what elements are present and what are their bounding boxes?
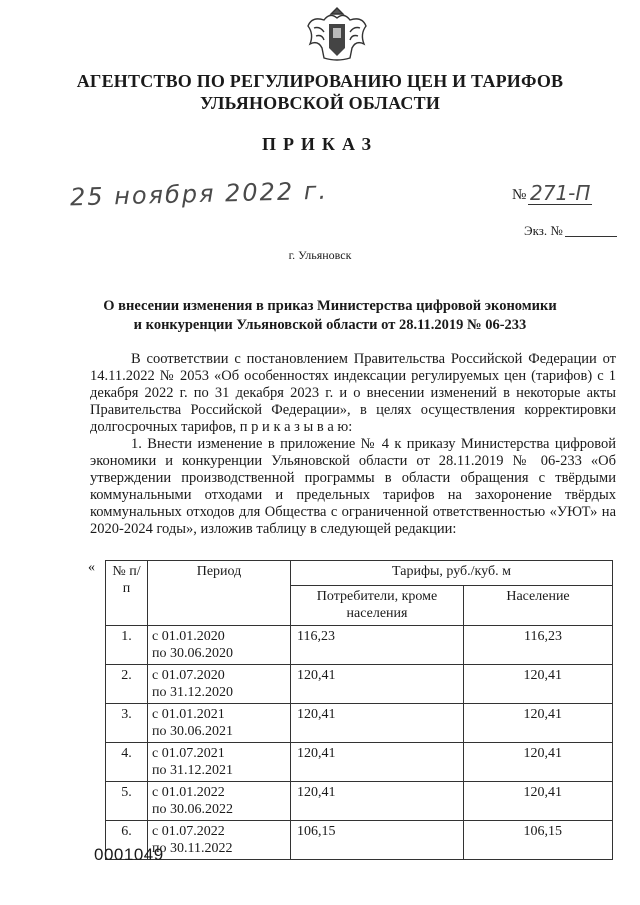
order-body (90, 351, 616, 538)
tariff-table (105, 560, 613, 860)
period-from: с 01.07.2020 (152, 668, 225, 683)
subject-line-1: О внесении изменения в приказ Министерства цифровой экономики (103, 298, 557, 314)
table-row (106, 626, 613, 665)
consumers-tariff: 116,23 (291, 626, 464, 665)
coat-of-arms-icon (302, 4, 372, 66)
population-tariff: 120,41 (464, 782, 613, 821)
row-period (148, 704, 291, 743)
body-paragraph-1: В соответствии с постановлением Правительства Российской Федерации от 14.11.2022 № 2053 «Об особенностях индексации регулируемых цен (тарифов) с 1 декабря 2022 г. по 31 декабря 2023 г. и о внесении изменений в некоторые акты Правительства Российской Федерации», в целях осуществления корректировки долгосрочных тарифов, п р и к а з ы в а ю: (90, 351, 616, 435)
row-period (148, 821, 291, 860)
row-period (148, 626, 291, 665)
table-body (106, 626, 613, 860)
row-number: 4. (106, 743, 148, 782)
table-row (106, 743, 613, 782)
row-number: 3. (106, 704, 148, 743)
population-tariff: 120,41 (464, 743, 613, 782)
header-population: Население (464, 586, 613, 626)
period-from: с 01.07.2022 (152, 824, 225, 839)
consumers-tariff: 120,41 (291, 743, 464, 782)
table-row (106, 821, 613, 860)
agency-name (60, 70, 580, 114)
consumers-tariff: 120,41 (291, 704, 464, 743)
opening-quote-mark: « (88, 560, 95, 575)
agency-line-1: АГЕНТСТВО ПО РЕГУЛИРОВАНИЮ ЦЕН И ТАРИФОВ (76, 71, 564, 91)
document-type-title: ПРИКАЗ (261, 134, 379, 154)
table-row (106, 782, 613, 821)
order-subject (90, 297, 570, 335)
body-paragraph-2: 1. Внести изменение в приложение № 4 к приказу Министерства цифровой экономики и конкуренции Ульяновской области от 28.11.2019 № 06-233 «Об утверждении производственной программы в области обращения с твёрдыми коммунальными отходами и предельных тарифов на захоронение твёрдых коммунальных отходов для Общества с ограниченной ответственностью «УЮТ» на 2020-2024 годы», изложив таблицу в следующей редакции: (90, 436, 616, 537)
city-name: г. Ульяновск (288, 248, 352, 262)
table-header-row (106, 561, 613, 586)
row-number: 2. (106, 665, 148, 704)
period-from: с 01.01.2020 (152, 629, 225, 644)
subject-line-2: и конкуренции Ульяновской области от 28.11.2019 № 06-233 (133, 317, 527, 333)
population-tariff: 120,41 (464, 665, 613, 704)
row-number: 1. (106, 626, 148, 665)
consumers-tariff: 106,15 (291, 821, 464, 860)
header-tariffs: Тарифы, руб./куб. м (291, 561, 613, 586)
order-number-label: № (512, 187, 527, 203)
handwritten-date: 25 ноября 2022 г. (69, 176, 329, 212)
period-to: по 31.12.2020 (152, 685, 233, 700)
agency-line-2: УЛЬЯНОВСКОЙ ОБЛАСТИ (199, 93, 441, 113)
table-row (106, 704, 613, 743)
header-num: № п/п (106, 561, 148, 626)
row-number: 5. (106, 782, 148, 821)
row-period (148, 782, 291, 821)
row-period (148, 665, 291, 704)
period-to: по 30.11.2022 (152, 841, 233, 856)
period-from: с 01.01.2021 (152, 707, 225, 722)
header-consumers: Потребители, кроме населения (291, 586, 464, 626)
consumers-tariff: 120,41 (291, 665, 464, 704)
period-to: по 30.06.2020 (152, 646, 233, 661)
order-number-underline (528, 204, 592, 205)
period-to: по 30.06.2022 (152, 802, 233, 817)
row-period (148, 743, 291, 782)
copy-number-label: Экз. № (524, 223, 563, 238)
document-serial-number: 0001049 (94, 845, 164, 864)
period-to: по 31.12.2021 (152, 763, 233, 778)
copy-number-blank (565, 236, 617, 237)
period-from: с 01.01.2022 (152, 785, 225, 800)
population-tariff: 116,23 (464, 626, 613, 665)
population-tariff: 120,41 (464, 704, 613, 743)
population-tariff: 106,15 (464, 821, 613, 860)
header-period: Период (148, 561, 291, 626)
consumers-tariff: 120,41 (291, 782, 464, 821)
row-number: 6. (106, 821, 148, 860)
period-to: по 30.06.2021 (152, 724, 233, 739)
table-row (106, 665, 613, 704)
handwritten-order-number: 271-П (530, 181, 591, 205)
period-from: с 01.07.2021 (152, 746, 225, 761)
